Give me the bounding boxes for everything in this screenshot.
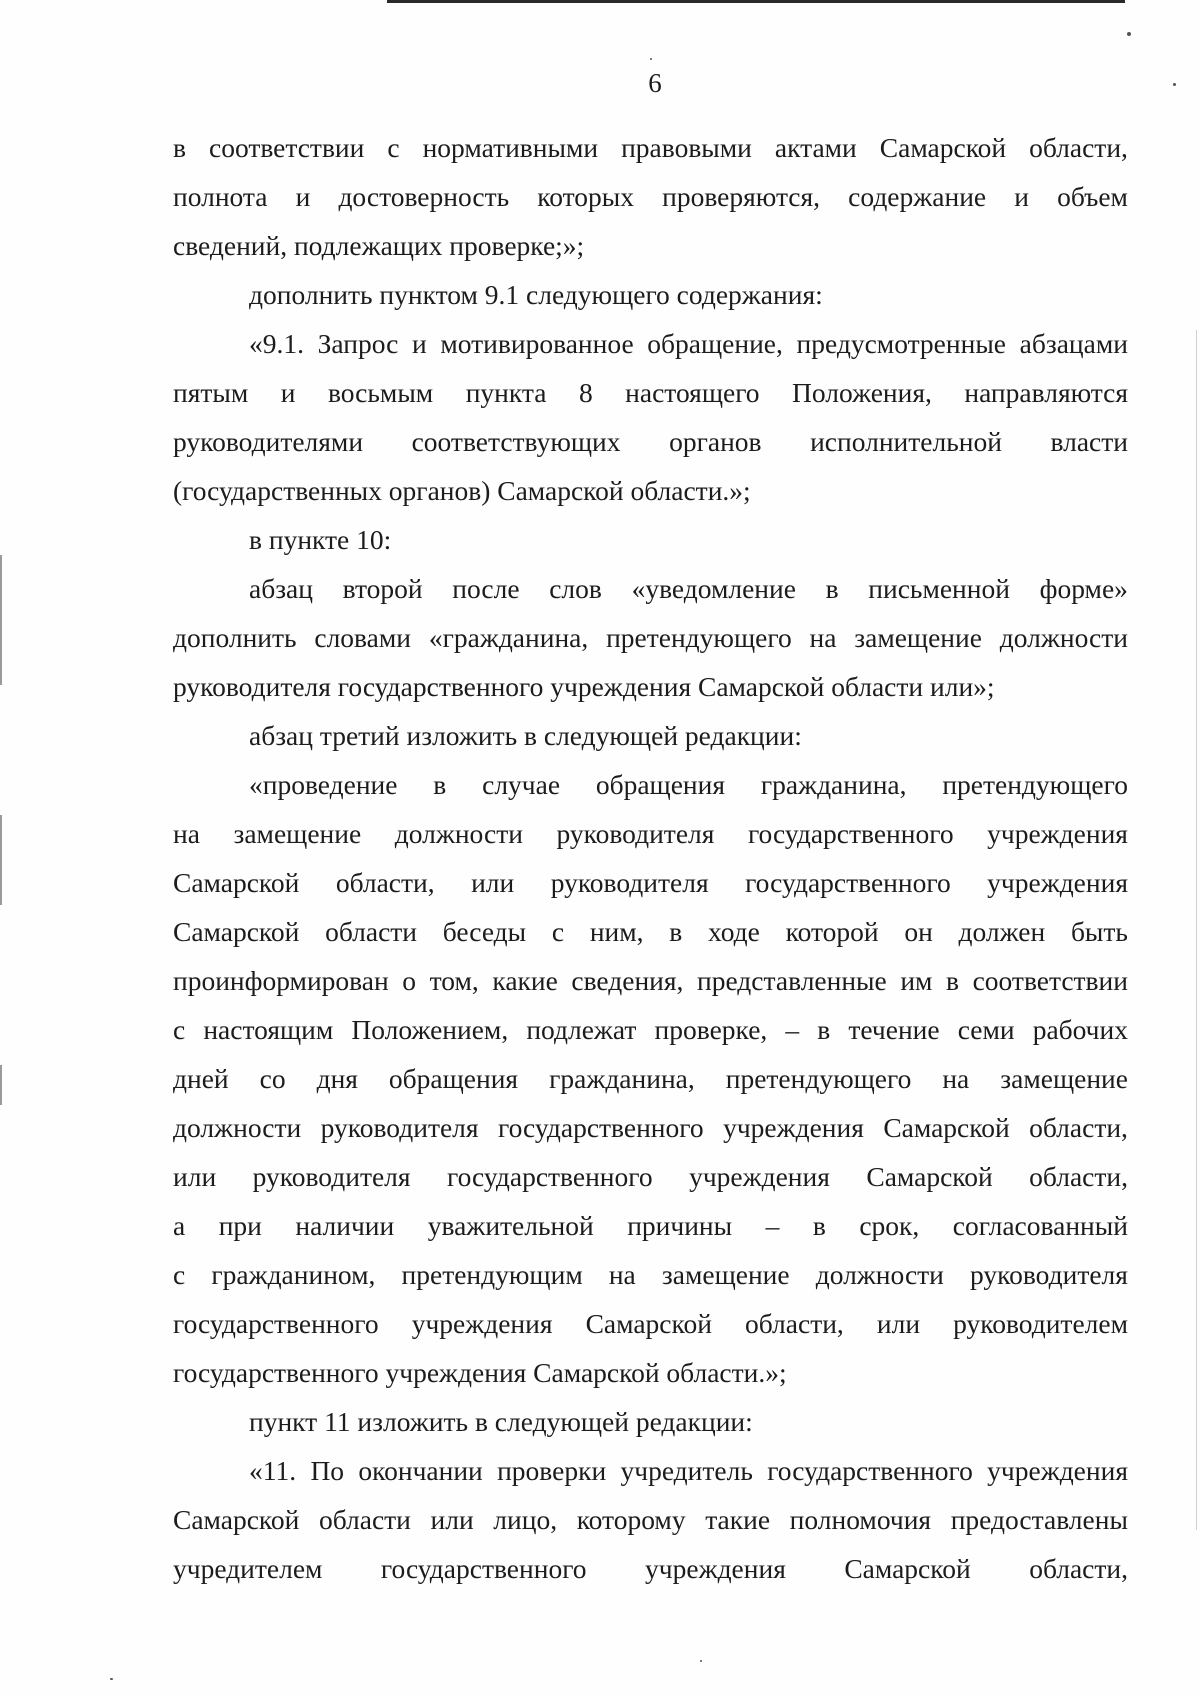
scan-speck <box>1127 32 1131 36</box>
word: замещение <box>661 1259 790 1290</box>
text-line <box>173 1250 1128 1299</box>
word: гражданина, <box>549 1063 695 1094</box>
word: актами <box>774 132 857 163</box>
word: области, <box>1029 1112 1128 1143</box>
word: с <box>173 1259 186 1290</box>
word: он <box>904 916 933 947</box>
word: замещение <box>1000 1063 1128 1094</box>
word: дней <box>173 1063 229 1094</box>
word: Самарской <box>879 132 1007 163</box>
word: на <box>809 622 837 653</box>
margin-mark <box>0 555 2 685</box>
word: области <box>318 1504 411 1535</box>
word: срок, <box>859 1210 920 1241</box>
word: учреждения <box>723 1112 864 1143</box>
word: государственного <box>745 867 951 898</box>
word: на <box>942 1063 970 1094</box>
word: при <box>218 1210 262 1241</box>
text-line <box>173 1446 1128 1495</box>
word: о <box>402 965 417 996</box>
word: учредителем <box>173 1553 323 1584</box>
word: учреждения <box>689 1161 830 1192</box>
word: власти <box>1050 426 1128 457</box>
word: Положением, <box>351 1014 509 1045</box>
word: им <box>900 965 933 996</box>
word: представленные <box>697 965 887 996</box>
word: форме» <box>1039 573 1128 604</box>
word: течение <box>848 1014 940 1045</box>
text-line <box>173 564 1128 613</box>
text-line: руководителя государственного учреждения Самарской области или»; <box>173 671 995 702</box>
text-line <box>173 1152 1128 1201</box>
word: «гражданина, <box>428 622 589 653</box>
text-line <box>173 1103 1128 1152</box>
word: обращения <box>595 769 726 800</box>
word: беседы <box>442 916 527 947</box>
word: которой <box>785 916 879 947</box>
word: области, <box>1029 1161 1128 1192</box>
word: после <box>452 573 520 604</box>
word: государственного <box>767 1455 973 1486</box>
word: в <box>669 916 683 947</box>
word: в <box>817 1014 831 1045</box>
word: «9.1. <box>249 328 304 359</box>
word: Самарской <box>173 867 300 898</box>
word: Самарской <box>173 1504 300 1535</box>
word: обращения <box>388 1063 519 1094</box>
word: учреждения <box>645 1553 786 1584</box>
word: Самарской <box>866 1161 993 1192</box>
word: области <box>325 916 418 947</box>
word: лицо, <box>493 1504 558 1535</box>
word: замещение <box>854 622 982 653</box>
word: проверке, <box>654 1014 768 1045</box>
word: По <box>310 1455 345 1486</box>
text-line <box>173 956 1128 1005</box>
word: пятым <box>173 377 249 408</box>
word: в <box>173 132 186 163</box>
word: которому <box>576 1504 686 1535</box>
word: области, <box>335 867 435 898</box>
word: государственного <box>447 1161 653 1192</box>
text-line: дополнить пунктом 9.1 следующего содержания: <box>249 279 823 310</box>
word: претендующего <box>942 769 1128 800</box>
word: абзац <box>249 573 313 604</box>
word: со <box>259 1063 286 1094</box>
text-line: государственного учреждения Самарской области.»; <box>173 1357 787 1388</box>
word: достоверность <box>338 181 510 212</box>
word: ним, <box>589 916 644 947</box>
text-line <box>173 1005 1128 1054</box>
text-line <box>173 809 1128 858</box>
word: гражданина, <box>760 769 907 800</box>
word: какие <box>492 965 558 996</box>
word: на <box>173 818 200 849</box>
word: в <box>433 769 447 800</box>
word: рабочих <box>1032 1014 1128 1045</box>
text-line <box>173 417 1128 466</box>
word: Положения, <box>792 377 932 408</box>
word: окончании <box>358 1455 483 1486</box>
word: органов <box>669 426 762 457</box>
word: должности <box>173 1112 302 1143</box>
word: письменной <box>868 573 1010 604</box>
word: соответствии <box>208 132 365 163</box>
text-line <box>173 613 1128 662</box>
word: наличии <box>295 1210 395 1241</box>
text-line <box>173 368 1128 417</box>
word: исполнительной <box>810 426 1002 457</box>
margin-mark <box>0 1065 2 1105</box>
scan-speck <box>700 1660 702 1662</box>
text-line <box>173 1054 1128 1103</box>
word: сведения, <box>571 965 684 996</box>
word: слов <box>549 573 602 604</box>
text-line: сведений, подлежащих проверке;»; <box>173 230 585 261</box>
word: в <box>812 1210 826 1241</box>
word: руководителя <box>252 1161 411 1192</box>
top-scan-border <box>387 0 1125 3</box>
scan-speck <box>650 58 652 60</box>
word: подлежат <box>526 1014 637 1045</box>
text-line <box>173 907 1128 956</box>
word: проверки <box>497 1455 607 1486</box>
word: Самарской <box>585 1308 712 1339</box>
word: на <box>608 1259 636 1290</box>
word: – <box>765 1210 780 1241</box>
word: должен <box>958 916 1046 947</box>
word: проинформирован <box>173 965 389 996</box>
word: или <box>471 867 515 898</box>
word: уважительной <box>427 1210 594 1241</box>
word: а <box>173 1210 186 1241</box>
text-line <box>173 760 1128 809</box>
document-body <box>173 123 1128 1593</box>
text-line <box>173 1201 1128 1250</box>
word: учреждения <box>987 867 1128 898</box>
word: и <box>280 377 296 408</box>
word: руководителя <box>556 818 715 849</box>
word: и <box>412 328 427 359</box>
word: руководителя <box>970 1259 1128 1290</box>
word: с <box>173 1014 186 1045</box>
text-line: (государственных органов) Самарской области.»; <box>173 475 751 506</box>
word: «проведение <box>249 769 398 800</box>
word: замещение <box>233 818 362 849</box>
word: быть <box>1070 916 1128 947</box>
word: руководителя <box>320 1112 479 1143</box>
word: Запрос <box>317 328 399 359</box>
word: обращение, <box>647 328 783 359</box>
word: объем <box>1057 181 1128 212</box>
word: учреждения <box>411 1308 553 1339</box>
word: полномочия <box>789 1504 932 1535</box>
word: государственного <box>173 1308 379 1339</box>
word: области, <box>745 1308 844 1339</box>
word: государственного <box>747 818 954 849</box>
word: восьмым <box>327 377 434 408</box>
word: учреждения <box>987 818 1128 849</box>
word: проверяются, <box>662 181 821 212</box>
word: государственного <box>380 1553 587 1584</box>
text-line: абзац третий изложить в следующей редакции: <box>249 720 802 751</box>
word: 8 <box>578 377 593 408</box>
word: Самарской <box>883 1112 1010 1143</box>
word: второй <box>342 573 423 604</box>
text-line <box>173 1544 1128 1593</box>
word: мотивированное <box>440 328 634 359</box>
word: предоставлены <box>950 1504 1128 1535</box>
word: такие <box>705 1504 771 1535</box>
word: том, <box>429 965 479 996</box>
word: государственного <box>498 1112 704 1143</box>
word: соответствующих <box>411 426 621 457</box>
word: или <box>173 1161 217 1192</box>
word: абзацами <box>1019 328 1128 359</box>
text-line <box>173 172 1128 221</box>
page-number: 6 <box>648 68 662 98</box>
word: должности <box>999 622 1128 653</box>
word: случае <box>482 769 561 800</box>
word: настоящим <box>203 1014 334 1045</box>
word: ходе <box>708 916 760 947</box>
word: «11. <box>249 1455 297 1486</box>
word: – <box>785 1014 800 1045</box>
word: или <box>430 1504 474 1535</box>
word: нормативными <box>422 132 599 163</box>
word: руководителем <box>953 1308 1128 1339</box>
word: «уведомление <box>631 573 796 604</box>
margin-mark <box>0 815 2 905</box>
word: содержание <box>848 181 987 212</box>
word: настоящего <box>625 377 760 408</box>
word: предусмотренные <box>796 328 1007 359</box>
text-line <box>173 1495 1128 1544</box>
text-line <box>173 1299 1128 1348</box>
word: гражданином, <box>211 1259 376 1290</box>
word: причины <box>627 1210 733 1241</box>
text-line: в пункте 10: <box>249 524 392 555</box>
word: пункта <box>465 377 547 408</box>
text-line <box>173 858 1128 907</box>
word: Самарской <box>844 1553 971 1584</box>
text-line <box>173 319 1128 368</box>
word: и <box>1014 181 1029 212</box>
word: области, <box>1029 132 1128 163</box>
word: должности <box>394 818 523 849</box>
word: руководителями <box>173 426 364 457</box>
word: претендующего <box>606 622 792 653</box>
word: полнота <box>173 181 268 212</box>
word: области, <box>1029 1553 1128 1584</box>
word: или <box>876 1308 921 1339</box>
margin-mark <box>1196 330 1197 1530</box>
word: должности <box>815 1259 944 1290</box>
word: словами <box>314 622 412 653</box>
word: и <box>295 181 311 212</box>
word: руководителя <box>550 867 709 898</box>
word: учреждения <box>987 1455 1128 1486</box>
word: семи <box>957 1014 1015 1045</box>
text-line <box>173 123 1128 172</box>
word: правовыми <box>621 132 752 163</box>
word: которых <box>537 181 635 212</box>
word: дня <box>316 1063 358 1094</box>
word: направляются <box>964 377 1128 408</box>
word: дополнить <box>173 622 297 653</box>
text-line: пункт 11 изложить в следующей редакции: <box>249 1406 753 1437</box>
word: с <box>387 132 400 163</box>
word: в <box>946 965 960 996</box>
word: соответствии <box>972 965 1128 996</box>
word: в <box>825 573 839 604</box>
scan-speck <box>110 1678 113 1680</box>
word: претендующим <box>401 1259 583 1290</box>
word: Самарской <box>173 916 300 947</box>
word: претендующего <box>725 1063 912 1094</box>
word: согласованный <box>952 1210 1128 1241</box>
word: с <box>551 916 565 947</box>
word: учредитель <box>620 1455 753 1486</box>
